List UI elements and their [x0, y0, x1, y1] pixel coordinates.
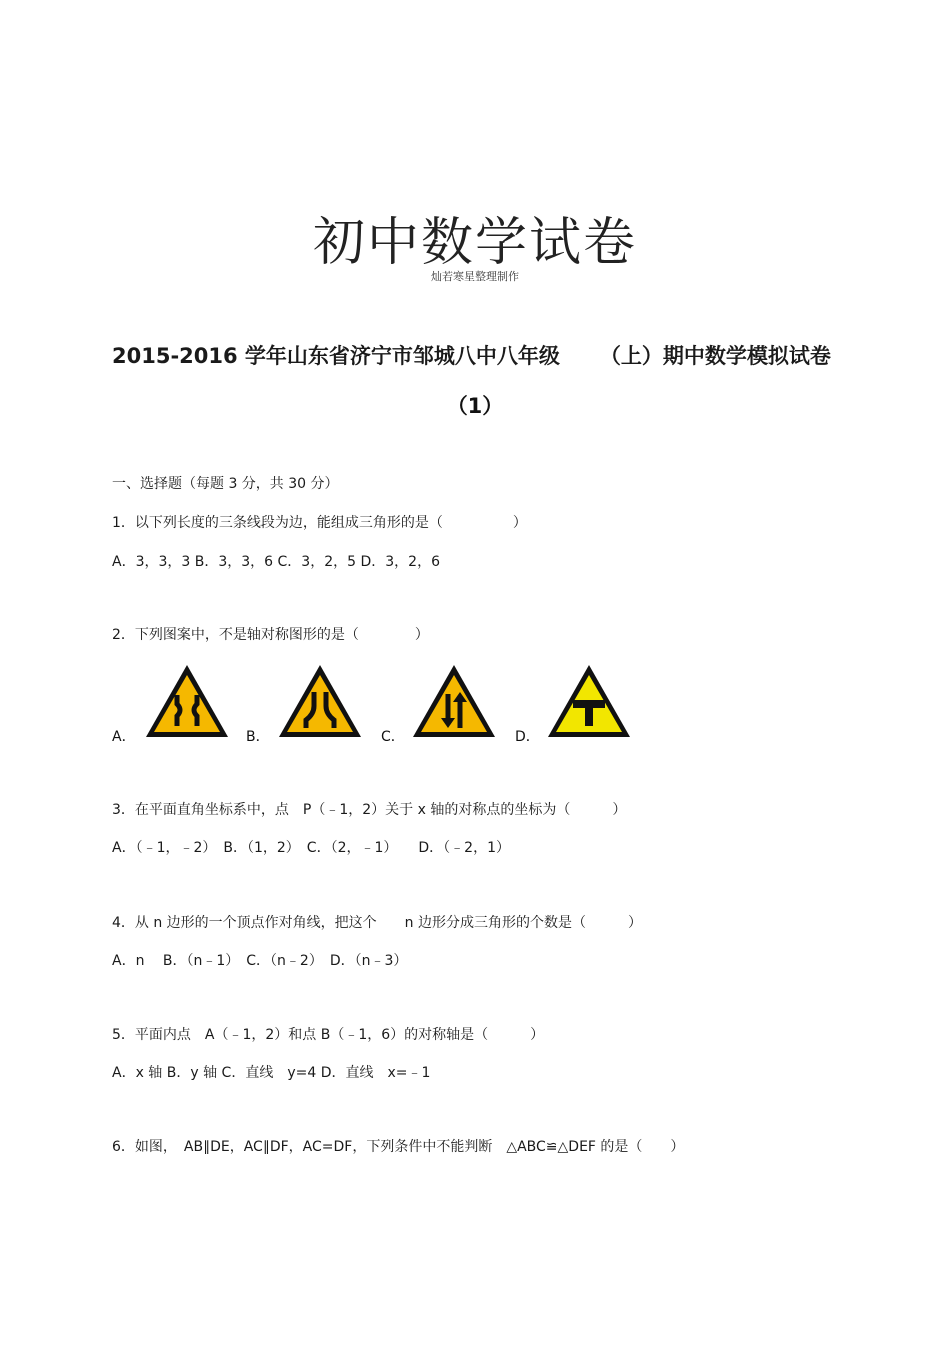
question-1-options: A．3，3，3 B．3，3，6 C．3，2，5 D．3，2，6 [112, 554, 440, 570]
document-subtitle: 灿若寒星整理制作 [431, 270, 519, 283]
question-1-text: 1．以下列长度的三条线段为边，能组成三角形的是（ ） [112, 515, 527, 531]
question-2-option-c-label: C． [381, 729, 405, 745]
question-4-text: 4．从 n 边形的一个顶点作对角线，把这个 n 边形分成三角形的个数是（ ） [112, 915, 643, 931]
exam-title-part1: 2015-2016 学年山东省济宁市邹城八中八年级 [112, 344, 560, 368]
t-junction-sign-icon [545, 662, 633, 740]
exam-number: （1） [446, 394, 504, 418]
road-narrows-both-sides-sign-icon [143, 662, 231, 740]
exam-title [112, 340, 831, 370]
question-6-text: 6．如图， AB∥DE，AC∥DF，AC=DF，下列条件中不能判断 △ABC≌△DEF 的是（ ） [112, 1139, 685, 1155]
question-2-option-d-label: D． [515, 729, 540, 745]
question-2-option-b-label: B． [246, 729, 270, 745]
question-4-options: A．n B．（n﹣1） C．（n﹣2） D．（n﹣3） [112, 953, 408, 969]
two-way-traffic-sign-icon [410, 662, 498, 740]
road-narrows-sign-icon [276, 662, 364, 740]
section-heading: 一、选择题（每题 3 分，共 30 分） [112, 476, 339, 492]
question-3-options: A．（﹣1，﹣2） B．（1，2） C．（2，﹣1） D．（﹣2，1） [112, 840, 510, 856]
question-3-text: 3．在平面直角坐标系中，点 P（﹣1，2）关于 x 轴的对称点的坐标为（ ） [112, 802, 627, 818]
question-5-text: 5．平面内点 A（﹣1，2）和点 B（﹣1，6）的对称轴是（ ） [112, 1027, 545, 1043]
question-2-text: 2．下列图案中，不是轴对称图形的是（ ） [112, 627, 429, 643]
question-2-option-a-label: A． [112, 729, 136, 745]
exam-title-part2: （上）期中数学模拟试卷 [599, 344, 831, 368]
question-5-options: A．x 轴 B．y 轴 C．直线 y=4 D．直线 x=﹣1 [112, 1065, 431, 1081]
document-title: 初中数学试卷 [312, 213, 637, 273]
